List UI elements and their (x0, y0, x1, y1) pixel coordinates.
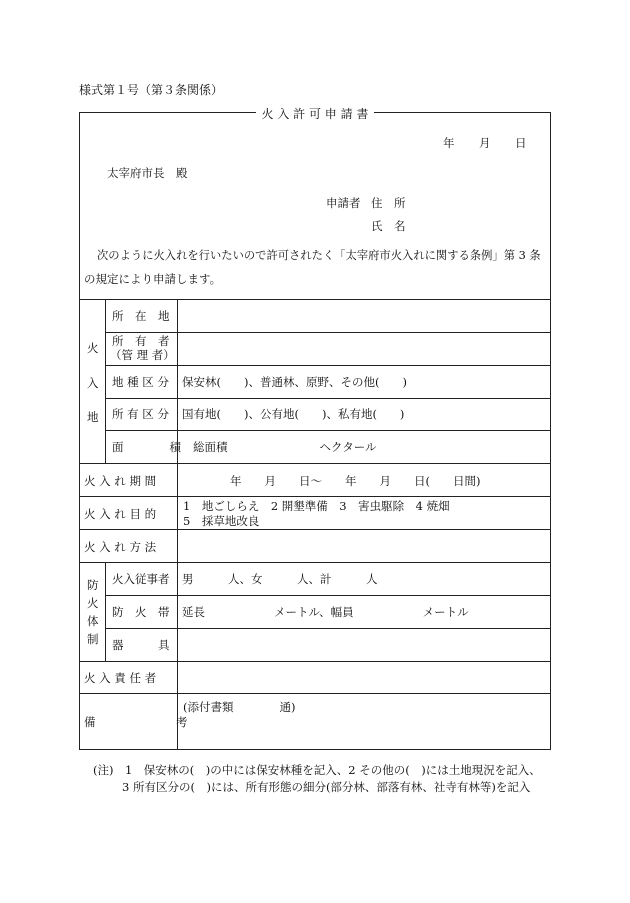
purpose-line2: 5 採草地改良 (183, 514, 260, 528)
applicant-address-label: 住 所 (371, 196, 406, 210)
responsible-label: 火 入 責 任 者 (84, 671, 157, 685)
defense-group-char: 体 (87, 614, 99, 628)
form-id: 様式第１号（第３条関係） (79, 83, 224, 97)
body-text-line2: の規定により申請します。 (84, 272, 222, 286)
workers-value: 男 人、女 人、計 人 (182, 572, 378, 586)
row-divider (79, 299, 551, 300)
land-group-char: 地 (87, 410, 99, 424)
applicant-label: 申請者 (326, 196, 361, 210)
row-divider (79, 463, 551, 464)
workers-label: 火入従事者 (112, 572, 170, 586)
firebreak-value: 延長 メートル、幅員 メートル (182, 605, 469, 619)
date-year: 年 (443, 136, 455, 150)
tools-label: 器 具 (112, 638, 170, 652)
row-divider (79, 693, 551, 694)
remarks-label: 備 考 (84, 715, 188, 729)
purpose-line1: 1 地ごしらえ 2 開墾準備 3 害虫駆除 4 焼畑 (183, 499, 450, 513)
body-text-line1: 次のように火入れを行いたいので許可されたく「太宰府市火入れに関する条例」第 3 条 (97, 249, 541, 262)
col-divider (105, 562, 106, 661)
firebreak-label: 防 火 帯 (112, 605, 170, 619)
land-group-char: 入 (87, 376, 99, 390)
area-label: 面 積 (112, 440, 181, 454)
row-divider (105, 332, 551, 333)
row-divider (105, 430, 551, 431)
land-group-char: 火 (87, 341, 99, 355)
land-type-label: 地 種 区 分 (112, 375, 169, 389)
method-label: 火 入 れ 方 法 (84, 540, 157, 554)
defense-group-char: 火 (87, 596, 99, 610)
row-divider (79, 562, 551, 563)
col-divider (105, 299, 106, 463)
row-divider (79, 529, 551, 530)
owner-label: 所 有 者 (112, 334, 170, 348)
area-value: 総面積 ヘクタール (193, 440, 377, 454)
row-divider (105, 365, 551, 366)
ownership-value: 国有地( )、公有地( )、私有地( ) (182, 407, 405, 421)
row-divider (79, 496, 551, 497)
remarks-value: (添付書類 通) (183, 700, 296, 714)
date-month: 月 (479, 136, 491, 150)
row-divider (105, 398, 551, 399)
land-type-value: 保安林( )、普通林、原野、その他( ) (182, 375, 407, 389)
form-frame (79, 112, 551, 750)
row-divider (105, 595, 551, 596)
ownership-label: 所 有 区 分 (112, 407, 169, 421)
row-divider (79, 661, 551, 662)
location-label: 所 在 地 (112, 309, 170, 323)
notes-line2: 3 所有区分の( )には、所有形態の細分(部分林、部落有林、社寺有林等)を記入 (122, 780, 531, 794)
defense-group-char: 防 (87, 578, 99, 592)
col-divider (177, 299, 178, 750)
period-value: 年 月 日～ 年 月 日( 日間) (230, 474, 481, 488)
addressee: 太宰府市長 殿 (107, 166, 188, 180)
manager-label: （管 理 者） (110, 348, 175, 362)
purpose-label: 火 入 れ 目 的 (84, 507, 157, 521)
period-label: 火 入 れ 期 間 (84, 474, 157, 488)
defense-group-char: 制 (87, 632, 99, 646)
row-divider (105, 628, 551, 629)
notes-line1: (注) 1 保安林の( )の中には保安林種を記入、2 その他の( )には土地現況を記入、 (93, 763, 541, 777)
form-title: 火 入 許 可 申 請 書 (0, 105, 630, 122)
date-day: 日 (515, 136, 527, 150)
applicant-name-label: 氏 名 (371, 219, 406, 233)
